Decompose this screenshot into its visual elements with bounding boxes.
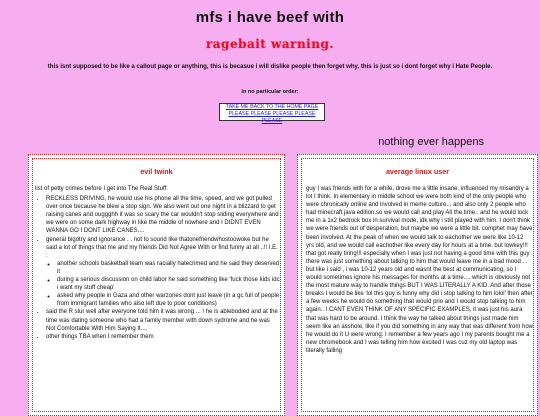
order-note: in no particular order: — [241, 89, 299, 95]
sub-list-item: ◦ another schools basketball team was racially hatecrimed and he said they deserved it — [57, 260, 280, 276]
card-average-linux-user — [297, 154, 538, 416]
list-item-text: general bigotry and ignorance . . not to sound like thatonefriendwhostoowoke but he said a lot of things that me and my friends Did Not Agree With or find funny at all ..!! I.E. : — [46, 236, 278, 259]
ragebait-warning: ragebait warning. — [205, 37, 335, 51]
crime-list — [35, 195, 280, 341]
card-title: average linux user — [385, 167, 450, 176]
card-title: evil twink — [140, 167, 173, 176]
nav-box — [219, 103, 325, 124]
page-title: mfs i have beef with — [195, 9, 345, 26]
list-item: • other things TBA when I remember them — [46, 333, 280, 341]
sub-list-item: ◦ asked why people in Gaza and other warzones dont just leave (in a gc full of people from immigrant families who also left due to poor conditions) — [57, 292, 280, 308]
please-link[interactable]: PLEASE PLEASE PLEASE PLEASE PLEASE — [228, 111, 316, 124]
sub-list-item: ◦ during a serious discussion on child labor he said something like 'fuck those kids idc i want my stuff cheap' — [57, 276, 280, 292]
card-evil-twink — [28, 154, 285, 416]
card-lead: list of petty crimes before I get into The Real Stuff: — [35, 186, 168, 192]
intro-text: this isnt supposed to be like a callout page or anything, this is becasue i will dislike people then forget why, this is just so i dont forget why i Hate People. — [47, 63, 493, 70]
home-link[interactable]: TAKE ME BACK TO THE HOME PAGE — [225, 104, 319, 110]
headline: nothing ever happens — [378, 136, 484, 148]
list-item — [46, 236, 280, 309]
sub-list — [46, 260, 280, 309]
card-body — [35, 185, 280, 341]
list-item: • said the R slur well after everyone told him it was wrong ... ! he is ablebodied and at the time was dating someone who had a family member with down sydrome and he was Not Comfortable With Him Saying It.... — [46, 308, 280, 332]
card-body — [306, 185, 533, 355]
list-item: • RECKLESS DRIVING, he would use his phone all the time, speed, and we got pulled over once because he blew a stop sign. We also went out one night in a blizzard to get raising canes and ouggghh it was so scary the car wouldn't stop sliding everywhere and we were on some dark highway in like the middle of nowhere and I DIDNT EVEN WANNA GO I DONT LIKE CANES.... — [46, 195, 280, 235]
card-body-text: guy I was friends with for a while. drove me a little insane. influenced my misandry a lot I think. In elementary in middle school we were both kind of the only people who were chronically online and involved in meme culture... and also only 2 people who had minecraft java edition.so we would call and play All the time.. and he would lock me in a 1x2 bedrock box in survival mode, idk why i still played with him. I don't think we were friends out of desperation, but maybe we were a little bit. comphet may have been involved. At the peak of when we would talk to eachother we were like 10-12 yrs old, and we would call eachother like every day for hours at a time. but lowkey!!! that got really tiring!!! especially when I was just not having a good time with this guy . there was just something about talking to him that would leave me in a bad mood . . but like i said , i was 10-12 years old and wasnt the best at communicating, so I would sometimes ignore his messages for months at a time.... which is obviously not the most mature way to handle things BUT I WAS LITERALLY A KID. And after those breaks I would be like 'lol this guy is funny why did i stop talking to him lolol' then after a few weeks he would do something that would prio and I would stop talking to him again.. I CANT EVEN THINK OF ANY SPECIFIC EXAMPLES, it was just his aura that was hard to be around. I think the way he talked about things just made him seem like an asshole, like if you did something in any way that was different from how he would do it U were wrong. I remember a few years ago I my parents bought me a new chromebook and I was telling him how excited I was cuz my old laptop was literally falling — [306, 186, 534, 354]
